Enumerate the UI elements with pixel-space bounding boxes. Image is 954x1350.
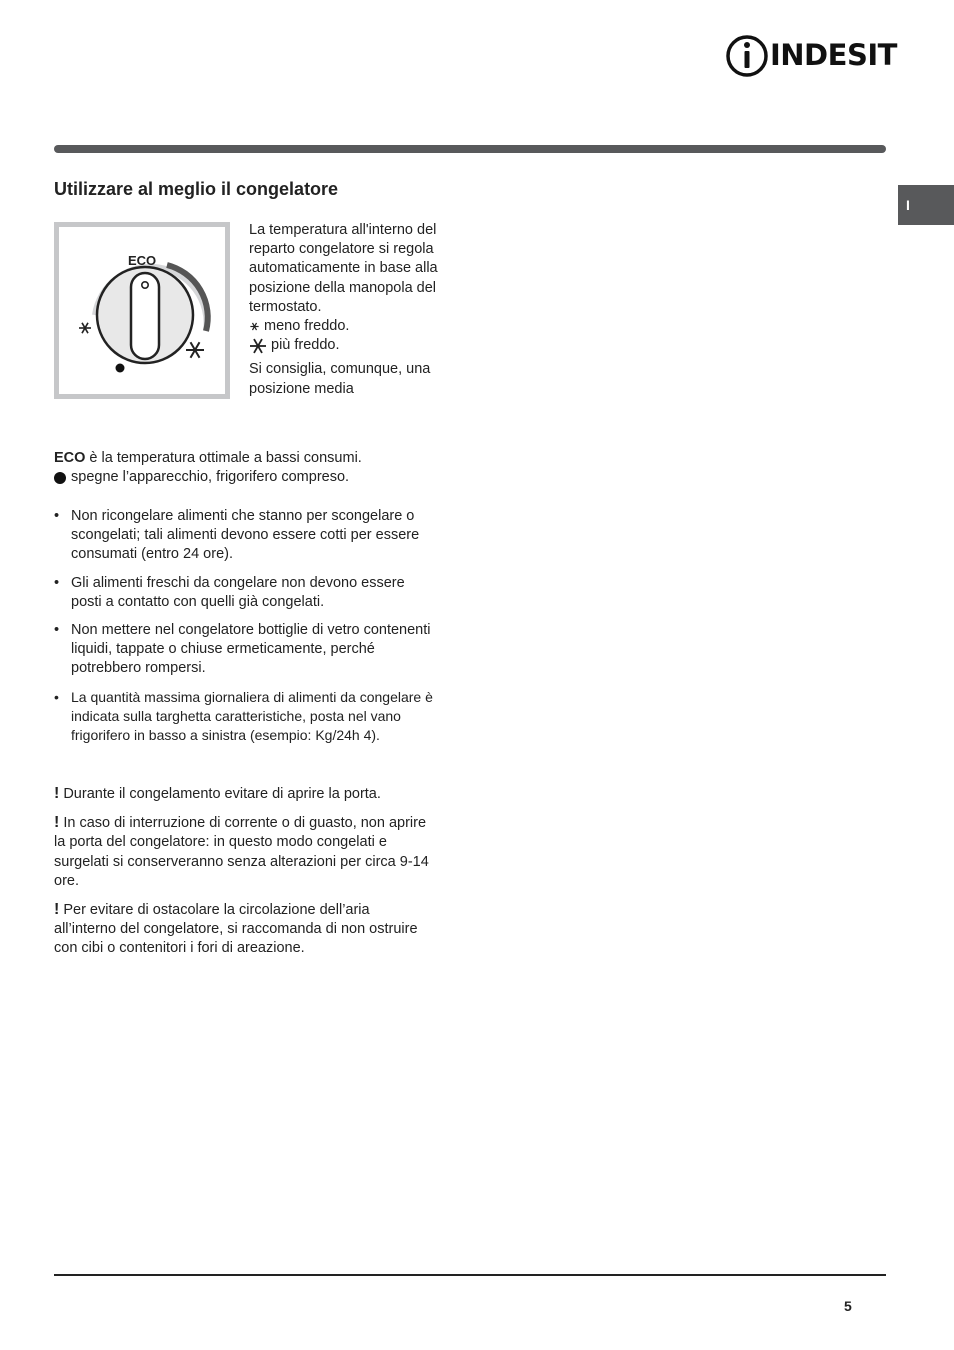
legend-less-cold — [249, 317, 439, 336]
warning-notes — [54, 784, 434, 968]
dial-eco-label: ECO — [128, 253, 157, 268]
warning-mark: ! — [54, 814, 60, 832]
off-dot-icon — [116, 364, 125, 373]
indesit-logo — [726, 34, 897, 78]
eco-note-text: è la temperatura ottimale a bassi consumi. — [89, 450, 362, 466]
thermostat-dial-figure — [54, 222, 230, 399]
list-item: • La quantità massima giornaliera di alimenti da congelare è indicata sulla targhetta caratteristiche, posta nel vano frigorifero in basso a sinistra (esempio: Kg/24h 4). — [54, 688, 439, 746]
snowflake-large-icon — [249, 337, 267, 355]
bottom-rule — [54, 1274, 886, 1276]
top-rule — [54, 145, 886, 153]
indesit-logo-mark-icon — [726, 34, 770, 78]
section-title: Utilizzare al meglio il congelatore — [54, 179, 339, 199]
legend-more-cold-text: più freddo. — [271, 337, 340, 354]
warning-mark: ! — [54, 901, 60, 919]
off-note — [54, 468, 434, 487]
warning-text: Per evitare di ostacolare la circolazione dell’aria all’interno del congelatore, si raccomanda di non ostruire con cibi o contenitori i fori di areazione. — [54, 902, 418, 957]
eco-note — [54, 449, 434, 468]
intro-paragraph: La temperatura all'interno del reparto congelatore si regola automaticamente in base alla posizione della manopola del termostato. — [249, 222, 438, 315]
warning-text: Durante il congelamento evitare di aprire la porta. — [63, 786, 381, 802]
bullet-list — [54, 507, 439, 754]
page-number: 5 — [844, 1298, 852, 1314]
brand-name: INDESIT — [770, 38, 897, 72]
warning-text: In caso di interruzione di corrente o di guasto, non aprire la porta del congelatore: in questo modo congelati e surgelati si conserveranno senza alterazioni per circa 9-14 ore. — [54, 815, 429, 889]
eco-note-label: ECO — [54, 450, 86, 466]
snowflake-large-icon — [186, 342, 204, 358]
snowflake-small-icon — [79, 323, 91, 333]
language-tab: I — [898, 185, 954, 225]
eco-notes — [54, 449, 434, 487]
warning-note — [54, 900, 434, 959]
warning-note — [54, 813, 434, 891]
intro-text — [249, 221, 439, 399]
warning-note — [54, 784, 434, 804]
thermostat-dial-icon — [59, 227, 225, 394]
list-item: • Non mettere nel congelatore bottiglie di vetro contenenti liquidi, tappate o chiuse ermeticamente, perché potrebbero rompersi. — [54, 621, 439, 679]
off-dot-icon — [54, 472, 66, 484]
intro-tip: Si consiglia, comunque, una posizione media — [249, 361, 431, 397]
legend-more-cold — [249, 336, 439, 355]
snowflake-small-icon — [249, 321, 260, 332]
list-item: • Gli alimenti freschi da congelare non devono essere posti a contatto con quelli già congelati. — [54, 574, 439, 612]
legend-less-cold-text: meno freddo. — [264, 318, 350, 335]
off-note-text: spegne l’apparecchio, frigorifero compreso. — [71, 469, 350, 486]
warning-mark: ! — [54, 785, 60, 802]
list-item: • Non ricongelare alimenti che stanno per scongelare o scongelati; tali alimenti devono essere cotti per essere consumati (entro 24 ore). — [54, 507, 439, 565]
